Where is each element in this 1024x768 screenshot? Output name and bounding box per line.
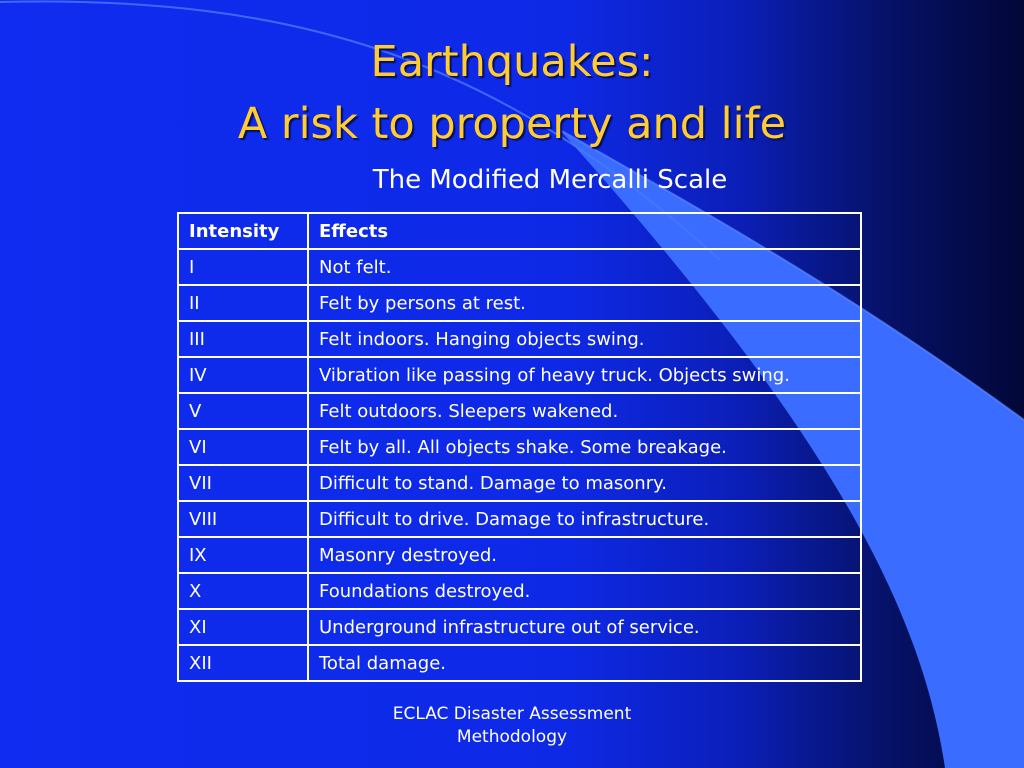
- table-row: [178, 573, 861, 609]
- intensity-cell: IX: [178, 537, 308, 573]
- intensity-cell: IV: [178, 357, 308, 393]
- table-row: [178, 249, 861, 285]
- intensity-cell: X: [178, 573, 308, 609]
- intensity-cell: VI: [178, 429, 308, 465]
- table-row: [178, 645, 861, 681]
- slide-title-line-1: Earthquakes:: [370, 37, 654, 87]
- effects-cell: Vibration like passing of heavy truck. Objects swing.: [308, 357, 861, 393]
- effects-cell: Difficult to stand. Damage to masonry.: [308, 465, 861, 501]
- intensity-cell: V: [178, 393, 308, 429]
- table-row: [178, 609, 861, 645]
- table-caption: The Modified Mercalli Scale: [372, 165, 728, 195]
- table-row: [178, 285, 861, 321]
- effects-cell: Felt by all. All objects shake. Some breakage.: [308, 429, 861, 465]
- intensity-cell: III: [178, 321, 308, 357]
- effects-cell: Felt outdoors. Sleepers wakened.: [308, 393, 861, 429]
- table-row: [178, 357, 861, 393]
- table-row: [178, 321, 861, 357]
- table-row: [178, 465, 861, 501]
- footer-line-2: Methodology: [456, 727, 568, 747]
- effects-cell: Difficult to drive. Damage to infrastructure.: [308, 501, 861, 537]
- intensity-cell: II: [178, 285, 308, 321]
- table-row: [178, 393, 861, 429]
- table-header-row: [178, 213, 861, 249]
- effects-cell: Not felt.: [308, 249, 861, 285]
- slide-footer: [362, 703, 662, 749]
- mercalli-scale-table: [177, 212, 862, 682]
- column-header-intensity: Intensity: [178, 213, 308, 249]
- effects-cell: Felt indoors. Hanging objects swing.: [308, 321, 861, 357]
- intensity-cell: XII: [178, 645, 308, 681]
- table-row: [178, 501, 861, 537]
- effects-cell: Underground infrastructure out of service.: [308, 609, 861, 645]
- intensity-cell: VIII: [178, 501, 308, 537]
- effects-cell: Felt by persons at rest.: [308, 285, 861, 321]
- table-row: [178, 537, 861, 573]
- table-row: [178, 429, 861, 465]
- column-header-effects: Effects: [308, 213, 861, 249]
- effects-cell: Total damage.: [308, 645, 861, 681]
- intensity-cell: XI: [178, 609, 308, 645]
- effects-cell: Masonry destroyed.: [308, 537, 861, 573]
- intensity-cell: VII: [178, 465, 308, 501]
- slide-title-line-2: A risk to property and life: [237, 99, 787, 149]
- effects-cell: Foundations destroyed.: [308, 573, 861, 609]
- intensity-cell: I: [178, 249, 308, 285]
- footer-line-1: ECLAC Disaster Assessment: [392, 704, 632, 724]
